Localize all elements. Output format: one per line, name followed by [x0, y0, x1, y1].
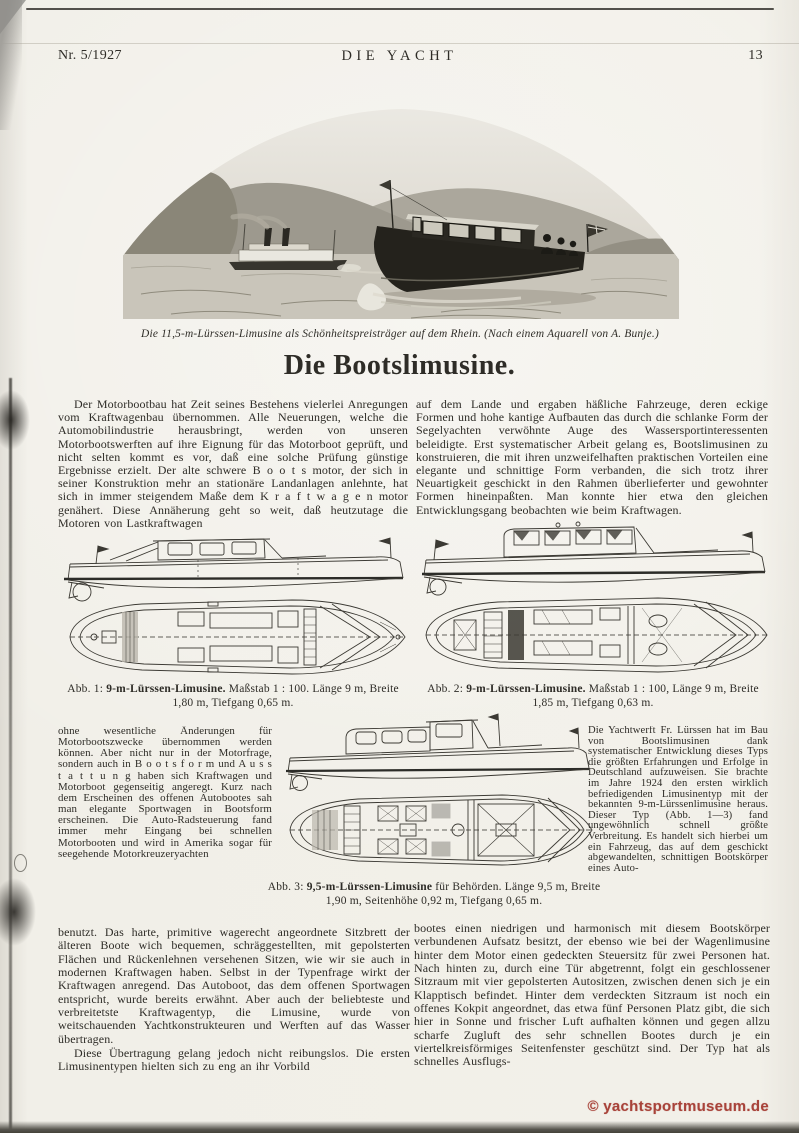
binding-ring	[14, 854, 27, 872]
fig2-label: Abb. 2:	[427, 683, 467, 695]
journal-title: DIE YACHT	[341, 48, 458, 64]
fig1-label: Abb. 1:	[67, 683, 107, 695]
corner-fold	[0, 0, 26, 34]
middle-column-left: ohne wesentliche Änderungen für Motorbootszwecke übernommen werden können. Aber nicht nur in der Motorfrage, sondern auch in B o o t s f o r m und A u s s t a t t u n g haben sich Kraftwagen und Motorboot gegenseitig angeregt. Kurz nach dem Erscheinen des offenen Autobootes sah man elegante Sportwagen in Bootsform erscheinen. Die Auto-Radsteuerung fand immer mehr Eingang bei schnellen Motorbooten und wird in Amerika sogar für seegehende Motorkreuzeryachten	[58, 726, 272, 860]
fig3-drawing	[282, 712, 604, 876]
article-title: Die Bootslimusine.	[283, 350, 516, 381]
fig2-caption	[418, 682, 768, 710]
fig3-specs: für Behörden. Länge 9,5 m, Breite 1,90 m, Seitenhöhe 0,92 m, Tiefgang 0,65 m.	[325, 881, 601, 907]
intro-column-left: Der Motorbootbau hat Zeit seines Bestehens vielerlei Anregungen vom Kraftwagenbau übernommen. Alle Neuerungen, welche die Automobilindustrie herausbringt, werden von unseren Motorbootswerften auf ihre Eignung für das Motorboot geprüft, und nicht selten kommt es vor, daß eine solche Prüfung günstige Ergebnisse erzielt. Der alte schwere B o o t s motor, der sich in seiner Konstruktion mehr an stationäre Landanlagen anlehnte, hat sich in immer steigendem Maße dem K r a f t w a g e n motor genähert. Diese Annäherung geht so weit, daß heutzutage die Motoren von Lastkraftwagen	[58, 398, 408, 530]
fig1-name: 9-m-Lürssen-Limusine.	[106, 683, 226, 695]
bottom-column-right: bootes einen niedrigen und harmonisch mit diesem Bootskörper verbundenen Aufsatz besitzt, der ebenso wie bei der Wagenlimusine hinter dem Motor einen gedeckten Steuersitz für zwei Personen hat. Nach hinten zu, durch eine Tür abgetrennt, folgt ein geschlossener Sitzraum mit vier gepolsterten Autositzen, zwischen denen sich je ein Klapptisch befindet. Hinter dem verdeckten Sitzraum ist noch ein offenes Kokpit angeordnet, das etwa fünf Personen Platz gibt, die sich hier in Sonne und frischer Luft aufhalten können und gegen allzu scharfe Zugluft des sehr schnellen Bootes durch je ein viertelkreisförmiges Seitenfenster geschützt sind. Der Typ hat als schnelles Ausflugs-	[414, 922, 770, 1069]
watermark: © yachtsportmuseum.de	[587, 1098, 769, 1115]
fig3-name: 9,5-m-Lürssen-Limusine	[306, 881, 433, 893]
bottom-shadow	[0, 1121, 799, 1133]
illustration-caption: Die 11,5-m-Lürssen-Limusine als Schönheitspreisträger auf dem Rhein. (Nach einem Aquarell von A. Bunje.)	[141, 328, 659, 340]
fig1-specs: Maßstab 1 : 100. Länge 9 m, Breite 1,80 m, Tiefgang 0,65 m.	[172, 683, 399, 709]
issue-number: Nr. 5/1927	[58, 48, 122, 63]
fig2-name: 9-m-Lürssen-Limusine.	[466, 683, 586, 695]
fig2-drawing	[418, 520, 768, 678]
fig3-label: Abb. 3:	[267, 881, 307, 893]
middle-column-right: Die Yachtwerft Fr. Lürssen hat im Bau von Bootslimusinen dank systematischer Entwicklung dieses Typs die größten Erfahrungen und Erfolge in Deutschland aufzuweisen. Sie brachte im Jahre 1924 den ersten wirklich befriedigenden Limusinentyp mit der bekannten 9-m-Lürssenlimusine heraus. Dieser Typ (Abb. 1—3) fand ungewöhnlich schnell größte Verbreitung. Es handelt sich hierbei um ein Fahrzeug, das auf dem geschickt abgewandelten, schnittigen Bootskörper eines Auto-	[588, 726, 768, 874]
fig2-specs: Maßstab 1 : 100, Länge 9 m, Breite 1,85 m, Tiefgang 0,63 m.	[532, 683, 759, 709]
page-number: 13	[748, 48, 763, 63]
rhine-aquarell-illustration	[111, 88, 691, 319]
binding-mark-top	[0, 390, 30, 450]
top-scan-line	[26, 8, 774, 10]
fig1-caption	[58, 682, 408, 710]
fig1-drawing	[58, 526, 408, 678]
binding-edge-line	[9, 378, 12, 1133]
bottom-left-paragraph-1: benutzt. Das harte, primitive wagerecht angeordnete Sitzbrett der älteren Boote wich bequemen, schräggestellten, mit gepolsterten Flächen und Rückenlehnen versehenen Sitzen, wie wir sie auch in modernen Kraftwagen haben. Selbst in der Typenfrage wirkt der Kraftwagen anregend. Das Autoboot, das dem offenen Sportwagen entspricht, wurde bereits erwähnt. Aber auch der beliebteste und verbreitetste Kraftwagentyp, die Limusine, wurde von weitschauenden Yachtkonstrukteuren und Werften auf das Wasser übertragen.	[58, 926, 410, 1046]
intro-column-right: auf dem Lande und ergaben häßliche Fahrzeuge, deren eckige Formen und hohe kantige Aufbauten das durch die schlanke Form der Segelyachten verwöhnte Auge des Wassersportinteressenten beleidigte. Erst systematischer Arbeit gelang es, Bootslimusinen zu konstruieren, die mit ihren unzweifelhaften praktischen Vorteilen eine elegante und schnittige Form verbanden, die sich trotz ihrer Neuartigkeit geschickt in den Rahmen überlieferter und gewohnter Formen hineinpaßten. Man konnte hier etwa den gleichen Entwicklungsgang beobachten wie beim Kraftwagen.	[416, 398, 768, 517]
faint-scan-line	[0, 43, 799, 44]
bottom-column-left	[58, 926, 410, 1076]
fig3-caption	[260, 880, 608, 908]
binding-mark-bottom	[0, 878, 36, 946]
bottom-left-paragraph-2: Diese Übertragung gelang jedoch nicht reibungslos. Die ersten Limusinentypen hielten sich zu eng an ihr Vorbild	[58, 1047, 410, 1074]
